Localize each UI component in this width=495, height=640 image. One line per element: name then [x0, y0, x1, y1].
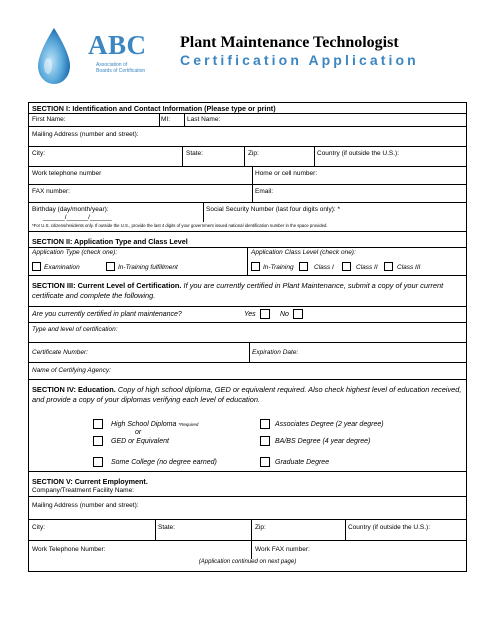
section3-heading: SECTION III: Current Level of Certification. [32, 281, 182, 290]
section1-heading-row [29, 103, 466, 114]
yes-label: Yes [244, 311, 256, 318]
fax-field[interactable]: FAX number: [32, 188, 70, 195]
mi-field[interactable]: MI: [161, 116, 171, 123]
email-field[interactable]: Email: [255, 188, 274, 195]
class3-checkbox[interactable] [384, 262, 393, 271]
no-label: No [280, 311, 289, 318]
birthday-field[interactable]: Birthday (day/month/year): [32, 206, 109, 213]
expiration-date-field[interactable]: Expiration Date: [252, 349, 299, 356]
in-training-fulfillment-label: In-Training fulfillment [118, 264, 178, 271]
required-note: *Required [178, 422, 199, 427]
home-phone-field[interactable]: Home or cell number: [255, 170, 318, 177]
certified-no-checkbox[interactable] [293, 309, 303, 319]
section4-intro [32, 385, 464, 405]
class2-checkbox[interactable] [342, 262, 351, 271]
zip-field[interactable]: Zip: [248, 150, 259, 157]
type-level-row [29, 323, 466, 343]
graduate-label: Graduate Degree [275, 459, 330, 466]
section2 [29, 232, 466, 276]
continued-note: (Application continued on next page) [198, 559, 297, 565]
city-row [29, 147, 466, 167]
birthday-blanks: ______/______/______ [43, 214, 112, 221]
last-name-field[interactable]: Last Name: [187, 116, 221, 123]
high-school-text: High School Diploma [111, 421, 179, 428]
class1-label: Class I [314, 264, 334, 271]
high-school-checkbox[interactable] [93, 419, 103, 429]
application-form [28, 102, 467, 572]
class-level-label: Application Class Level (check one): [251, 249, 356, 256]
certificate-number-field[interactable]: Certificate Number: [32, 349, 88, 356]
fax-row [29, 185, 466, 203]
employer-country-field[interactable]: Country (if outside the U.S.): [348, 524, 431, 531]
water-drop-icon [34, 26, 74, 86]
class1-checkbox[interactable] [299, 262, 308, 271]
some-college-checkbox[interactable] [93, 457, 103, 467]
section3-heading-row [29, 276, 466, 307]
birthday-row [29, 203, 466, 232]
type-level-field[interactable]: Type and level of certification: [32, 326, 118, 333]
logo-abbrev: ABC [88, 30, 147, 60]
section5-heading: SECTION V: Current Employment. [32, 477, 148, 486]
employer-zip-field[interactable]: Zip: [255, 524, 266, 531]
page-title: Plant Maintenance Technologist [180, 34, 399, 51]
cert-number-row [29, 343, 466, 363]
section3-intro [32, 281, 462, 301]
graduate-checkbox[interactable] [260, 457, 270, 467]
state-field[interactable]: State: [186, 150, 203, 157]
ssn-field[interactable]: Social Security Number (last four digits only): * [206, 206, 341, 213]
ba-bs-label: BA/BS Degree (4 year degree) [275, 438, 371, 445]
work-phone-field[interactable]: Work telephone number [32, 170, 102, 177]
first-name-field[interactable]: First Name: [32, 116, 66, 123]
abc-logo [30, 24, 165, 102]
logo-line1: Association of [96, 62, 128, 68]
company-name-field[interactable]: Company/Treatment Facility Name: [32, 487, 134, 494]
examination-label: Examination [44, 264, 80, 271]
city-field[interactable]: City: [32, 150, 45, 157]
class3-label: Class III [397, 264, 421, 271]
employer-state-field[interactable]: State: [158, 524, 175, 531]
ssn-note: *For U.S. citizens/residents only. If outside the U.S., provide the last 4 digits of your government issued national identification number in the space provided. [32, 223, 328, 228]
ged-checkbox[interactable] [93, 436, 103, 446]
phone-row [29, 167, 466, 185]
employer-city-field[interactable]: City: [32, 524, 45, 531]
section4 [29, 380, 466, 472]
or-label: or [135, 429, 142, 436]
in-training-class-label: In-Training [263, 264, 294, 271]
section2-heading: SECTION II: Application Type and Class Level [32, 237, 188, 246]
employer-mailing-row [29, 497, 466, 520]
page-subtitle: Certification Application [180, 52, 419, 68]
logo-line2: Boards of Certification [96, 68, 146, 74]
employer-city-row [29, 520, 466, 541]
section5-heading-row [29, 472, 466, 497]
class2-label: Class II [356, 264, 378, 271]
section3-instructions: If you are currently certified in Plant Maintenance, submit a copy of your current certificate and complete the following. [32, 281, 444, 300]
employer-work-phone-field[interactable]: Work Telephone Number: [32, 546, 106, 553]
section4-instructions: Copy of high school diploma, GED or equivalent required. Also check highest level of education received, and provide a copy of your diplomas verifying each level of education. [32, 385, 462, 404]
ged-label: GED or Equivalent [111, 438, 169, 445]
name-row [29, 114, 466, 127]
section4-heading: SECTION IV: Education. [32, 385, 116, 394]
employer-fax-field[interactable]: Work FAX number: [255, 546, 310, 553]
associates-label: Associates Degree (2 year degree) [275, 421, 384, 428]
mailing-row [29, 127, 466, 147]
employer-mailing-field[interactable]: Mailing Address (number and street): [32, 502, 139, 509]
certifying-agency-field[interactable]: Name of Certifying Agency: [32, 367, 111, 374]
certified-yes-checkbox[interactable] [260, 309, 270, 319]
high-school-label [111, 421, 198, 428]
country-field[interactable]: Country (if outside the U.S.): [317, 150, 400, 157]
some-college-label: Some College (no degree earned) [111, 459, 217, 466]
logo-caption [96, 62, 145, 74]
in-training-class-checkbox[interactable] [251, 262, 260, 271]
associates-checkbox[interactable] [260, 419, 270, 429]
examination-checkbox[interactable] [32, 262, 41, 271]
agency-row [29, 363, 466, 380]
employer-phone-row [29, 541, 466, 571]
certified-question-row [29, 307, 466, 323]
in-training-fulfillment-checkbox[interactable] [106, 262, 115, 271]
ba-bs-checkbox[interactable] [260, 436, 270, 446]
section1-heading: SECTION I: Identification and Contact Information (Please type or print) [32, 104, 276, 113]
certified-question: Are you currently certified in plant maintenance? [32, 311, 182, 318]
mailing-address-field[interactable]: Mailing Address (number and street): [32, 131, 139, 138]
application-type-label: Application Type (check one): [32, 249, 118, 256]
